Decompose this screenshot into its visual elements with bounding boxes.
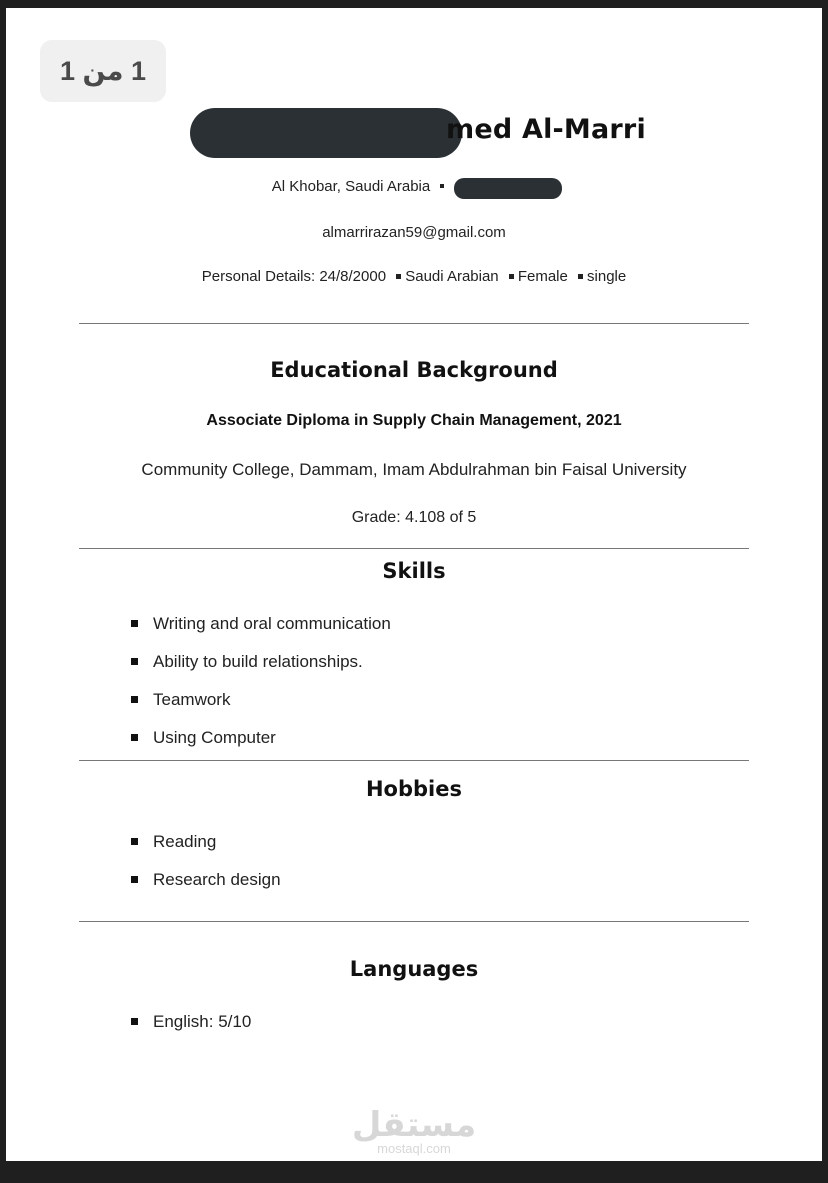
languages-list [131, 1012, 251, 1050]
skills-list [131, 614, 391, 766]
personal-details-line [6, 268, 822, 285]
watermark-arabic: مستقل [351, 1106, 477, 1144]
watermark-logo [6, 1108, 822, 1156]
candidate-name: med Al-Marri [446, 114, 646, 145]
separator-dot [440, 184, 444, 188]
document-page [6, 8, 822, 1161]
bullet-square-icon [131, 1018, 138, 1025]
section-divider [79, 548, 749, 549]
redaction-bar-name [190, 108, 462, 158]
section-divider [79, 921, 749, 922]
hobbies-list [131, 832, 281, 908]
separator-square [509, 274, 514, 279]
grade-text: Grade: 4.108 of 5 [351, 509, 477, 526]
list-item [131, 652, 391, 690]
separator-square [396, 274, 401, 279]
hobbies-heading: Hobbies [365, 777, 462, 801]
personal-details-label: Personal Details: 24/8/2000 [201, 268, 387, 285]
list-item [131, 614, 391, 652]
watermark-latin: mostaql.com [377, 1141, 451, 1156]
bullet-square-icon [131, 620, 138, 627]
location-line [6, 178, 822, 195]
location-text: Al Khobar, Saudi Arabia [271, 178, 431, 195]
language-text: English: 5/10 [153, 1012, 252, 1031]
list-item [131, 832, 281, 870]
skill-text: Writing and oral communication [153, 614, 391, 633]
name-row [6, 108, 822, 158]
section-divider [79, 760, 749, 761]
bullet-square-icon [131, 734, 138, 741]
hobby-text: Reading [153, 832, 217, 851]
education-heading: Educational Background [270, 358, 558, 382]
section-divider [79, 323, 749, 324]
personal-marital-status: single [587, 268, 627, 285]
list-item [131, 690, 391, 728]
bullet-square-icon [131, 658, 138, 665]
personal-gender: Female [517, 268, 568, 285]
skill-text: Teamwork [153, 690, 231, 709]
bullet-square-icon [131, 838, 138, 845]
email-text: almarrirazan59@gmail.com [322, 224, 506, 241]
redaction-bar-phone [454, 178, 562, 199]
separator-square [578, 274, 583, 279]
degree-text: Associate Diploma in Supply Chain Management, 2021 [206, 412, 622, 429]
bullet-square-icon [131, 876, 138, 883]
page-counter-badge: 1 من 1 [40, 40, 166, 102]
list-item [131, 870, 281, 908]
hobby-text: Research design [153, 870, 281, 889]
personal-nationality: Saudi Arabian [405, 268, 499, 285]
bullet-square-icon [131, 696, 138, 703]
languages-heading: Languages [349, 957, 479, 981]
skill-text: Ability to build relationships. [153, 652, 363, 671]
skills-heading: Skills [382, 559, 446, 583]
list-item [131, 1012, 251, 1050]
college-text: Community College, Dammam, Imam Abdulrahman bin Faisal University [141, 460, 687, 479]
skill-text: Using Computer [153, 728, 276, 747]
